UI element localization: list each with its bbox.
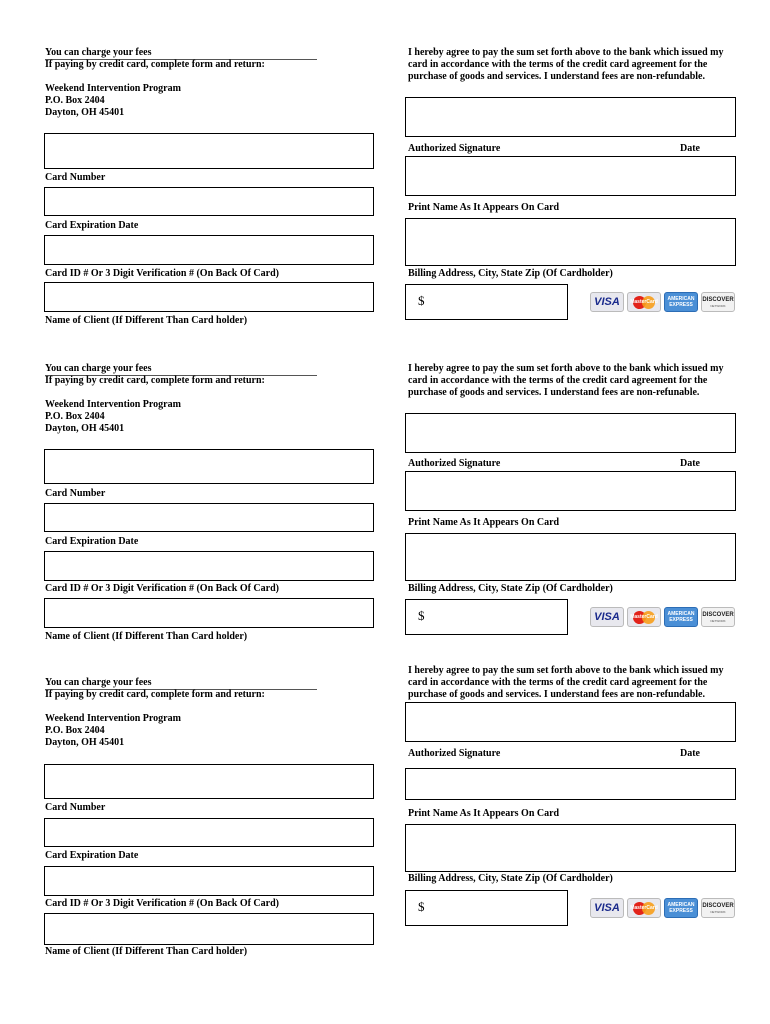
visa-logo-icon: VISA	[590, 607, 624, 627]
card-id-label: Card ID # Or 3 Digit Verification # (On Back Of Card)	[45, 583, 279, 594]
discover-logo-icon: DISCOVER NETWORK	[701, 292, 735, 312]
agreement-text: I hereby agree to pay the sum set forth above to the bank which issued my card in accordance with the terms of the credit card agreement for the purchase of goods and services. I understand fees are non-refundable.	[408, 47, 724, 82]
billing-address-label: Billing Address, City, State Zip (Of Cardholder)	[408, 583, 613, 594]
mastercard-logo-icon: MasterCard	[627, 898, 661, 918]
card-expiration-label: Card Expiration Date	[45, 536, 139, 547]
dollar-sign: $	[418, 293, 425, 308]
agreement-text: I hereby agree to pay the sum set forth above to the bank which issued my card in accordance with the terms of the credit card agreement for the purchase of goods and services. I understand fees are non-refundable.	[408, 665, 724, 700]
program-name: Weekend Intervention Program	[45, 83, 181, 94]
print-name-label: Print Name As It Appears On Card	[408, 808, 560, 819]
billing-address-label: Billing Address, City, State Zip (Of Cardholder)	[408, 873, 613, 884]
print-name-field[interactable]	[405, 471, 736, 511]
agreement-text: I hereby agree to pay the sum set forth above to the bank which issued my card in accordance with the terms of the credit card agreement for the purchase of goods and services. I understand fees are non-refunable.	[408, 363, 724, 398]
program-name: Weekend Intervention Program	[45, 399, 181, 410]
card-expiration-label: Card Expiration Date	[45, 220, 139, 231]
discover-logo-icon: DISCOVER NETWORK	[701, 898, 735, 918]
card-expiration-field[interactable]	[44, 503, 374, 532]
accepted-cards	[590, 898, 735, 918]
card-number-field[interactable]	[44, 764, 374, 799]
signature-field[interactable]	[405, 413, 736, 453]
billing-address-field[interactable]	[405, 824, 736, 872]
dollar-sign: $	[418, 899, 425, 914]
instructions-text: If paying by credit card, complete form and return:	[45, 59, 265, 70]
amount-field[interactable]	[405, 890, 568, 926]
signature-field[interactable]	[405, 702, 736, 742]
city-state-zip: Dayton, OH 45401	[45, 737, 125, 748]
client-name-label: Name of Client (If Different Than Card holder)	[45, 315, 248, 326]
card-number-label: Card Number	[45, 488, 106, 499]
po-box: P.O. Box 2404	[45, 95, 105, 106]
billing-address-label: Billing Address, City, State Zip (Of Cardholder)	[408, 268, 613, 279]
client-name-field[interactable]	[44, 598, 374, 628]
charge-fees-line: You can charge your fees	[45, 363, 317, 376]
signature-label: Authorized Signature	[408, 458, 501, 469]
print-name-field[interactable]	[405, 768, 736, 800]
amount-field[interactable]	[405, 599, 568, 635]
date-label: Date	[680, 748, 700, 759]
program-name: Weekend Intervention Program	[45, 713, 181, 724]
billing-address-field[interactable]	[405, 533, 736, 581]
card-id-label: Card ID # Or 3 Digit Verification # (On Back Of Card)	[45, 898, 279, 909]
po-box: P.O. Box 2404	[45, 411, 105, 422]
date-label: Date	[680, 458, 700, 469]
charge-fees-line: You can charge your fees	[45, 47, 317, 60]
signature-label: Authorized Signature	[408, 143, 501, 154]
card-id-label: Card ID # Or 3 Digit Verification # (On Back Of Card)	[45, 268, 279, 279]
date-label: Date	[680, 143, 700, 154]
city-state-zip: Dayton, OH 45401	[45, 423, 125, 434]
visa-logo-icon: VISA	[590, 292, 624, 312]
client-name-label: Name of Client (If Different Than Card holder)	[45, 631, 248, 642]
client-name-label: Name of Client (If Different Than Card holder)	[45, 946, 248, 957]
client-name-field[interactable]	[44, 913, 374, 945]
signature-label: Authorized Signature	[408, 748, 501, 759]
po-box: P.O. Box 2404	[45, 725, 105, 736]
mastercard-logo-icon: MasterCard	[627, 607, 661, 627]
instructions-text: If paying by credit card, complete form and return:	[45, 375, 265, 386]
charge-fees-line: You can charge your fees	[45, 677, 317, 690]
card-number-field[interactable]	[44, 449, 374, 484]
city-state-zip: Dayton, OH 45401	[45, 107, 125, 118]
dollar-sign: $	[418, 608, 425, 623]
card-number-label: Card Number	[45, 172, 106, 183]
card-id-field[interactable]	[44, 551, 374, 581]
amex-logo-icon: AMERICAN EXPRESS	[664, 607, 698, 627]
amex-logo-icon: AMERICAN EXPRESS	[664, 898, 698, 918]
accepted-cards	[590, 607, 735, 627]
instructions-text: If paying by credit card, complete form and return:	[45, 689, 265, 700]
card-expiration-label: Card Expiration Date	[45, 850, 139, 861]
visa-logo-icon: VISA	[590, 898, 624, 918]
card-expiration-field[interactable]	[44, 818, 374, 847]
card-number-label: Card Number	[45, 802, 106, 813]
print-name-label: Print Name As It Appears On Card	[408, 517, 560, 528]
amex-logo-icon: AMERICAN EXPRESS	[664, 292, 698, 312]
discover-logo-icon: DISCOVER NETWORK	[701, 607, 735, 627]
print-name-label: Print Name As It Appears On Card	[408, 202, 560, 213]
card-id-field[interactable]	[44, 866, 374, 896]
mastercard-logo-icon: MasterCard	[627, 292, 661, 312]
